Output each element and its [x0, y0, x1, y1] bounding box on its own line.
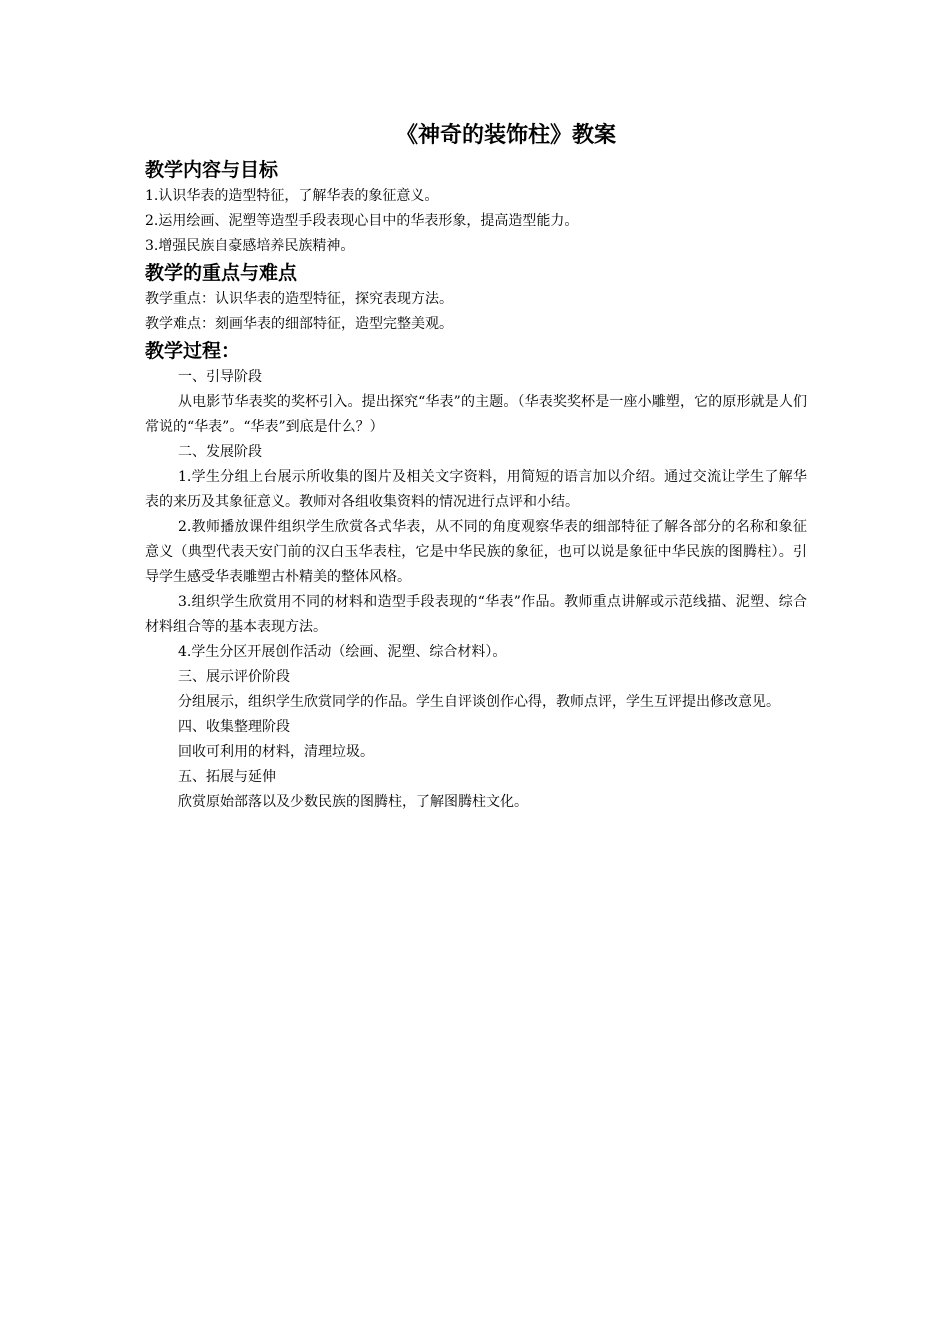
section-heading-goals: 教学内容与目标: [145, 159, 279, 181]
process-stage-5-title: 五、拓展与延伸: [178, 769, 276, 785]
goal-item-3: 3.增强民族自豪感培养民族精神。: [145, 238, 355, 254]
document-body: [145, 120, 807, 815]
process-stage-1-title: 一、引导阶段: [178, 369, 262, 385]
process-stage-2-step-1: 1.学生分组上台展示所收集的图片及相关文字资料，用简短的语言加以介绍。通过交流让学生了解华表的来历及其象征意义。教师对各组收集资料的情况进行点评和小结。: [145, 469, 807, 510]
section-process: [145, 337, 807, 815]
section-goals: [145, 156, 807, 259]
goal-item-2: 2.运用绘画、泥塑等造型手段表现心目中的华表形象，提高造型能力。: [145, 213, 579, 229]
process-stage-2-title: 二、发展阶段: [178, 444, 262, 460]
key-point-focus: 教学重点：认识华表的造型特征，探究表现方法。: [145, 291, 453, 307]
process-stage-3-text: 分组展示，组织学生欣赏同学的作品。学生自评谈创作心得，教师点评，学生互评提出修改意见。: [178, 694, 780, 710]
section-heading-key-points: 教学的重点与难点: [145, 262, 298, 284]
process-stage-5-text: 欣赏原始部落以及少数民族的图腾柱，了解图腾柱文化。: [178, 794, 528, 810]
process-stage-4-title: 四、收集整理阶段: [178, 719, 290, 735]
process-stage-4-text: 回收可利用的材料，清理垃圾。: [178, 744, 374, 760]
process-stage-2-step-3: 3.组织学生欣赏用不同的材料和造型手段表现的“华表”作品。教师重点讲解或示范线描、泥塑、综合材料组合等的基本表现方法。: [145, 594, 807, 635]
process-stage-1-text: 从电影节华表奖的奖杯引入。提出探究“华表”的主题。（华表奖奖杯是一座小雕塑，它的原形就是人们常说的“华表”。“华表”到底是什么？）: [145, 394, 807, 435]
process-stage-2-step-4: 4.学生分区开展创作活动（绘画、泥塑、综合材料）。: [178, 644, 507, 660]
process-stage-3-title: 三、展示评价阶段: [178, 669, 290, 685]
key-point-difficulty: 教学难点：刻画华表的细部特征，造型完整美观。: [145, 316, 453, 332]
goal-item-1: 1.认识华表的造型特征，了解华表的象征意义。: [145, 188, 439, 204]
document-title: 《神奇的装饰柱》教案: [395, 123, 616, 148]
process-stage-2-step-2: 2.教师播放课件组织学生欣赏各式华表，从不同的角度观察华表的细部特征了解各部分的名称和象征意义（典型代表天安门前的汉白玉华表柱，它是中华民族的象征，也可以说是象征中华民族的图腾柱）。引导学生感受华表雕塑古朴精美的整体风格。: [145, 519, 807, 585]
section-key-points: [145, 259, 807, 337]
section-heading-process: 教学过程：: [145, 340, 241, 362]
